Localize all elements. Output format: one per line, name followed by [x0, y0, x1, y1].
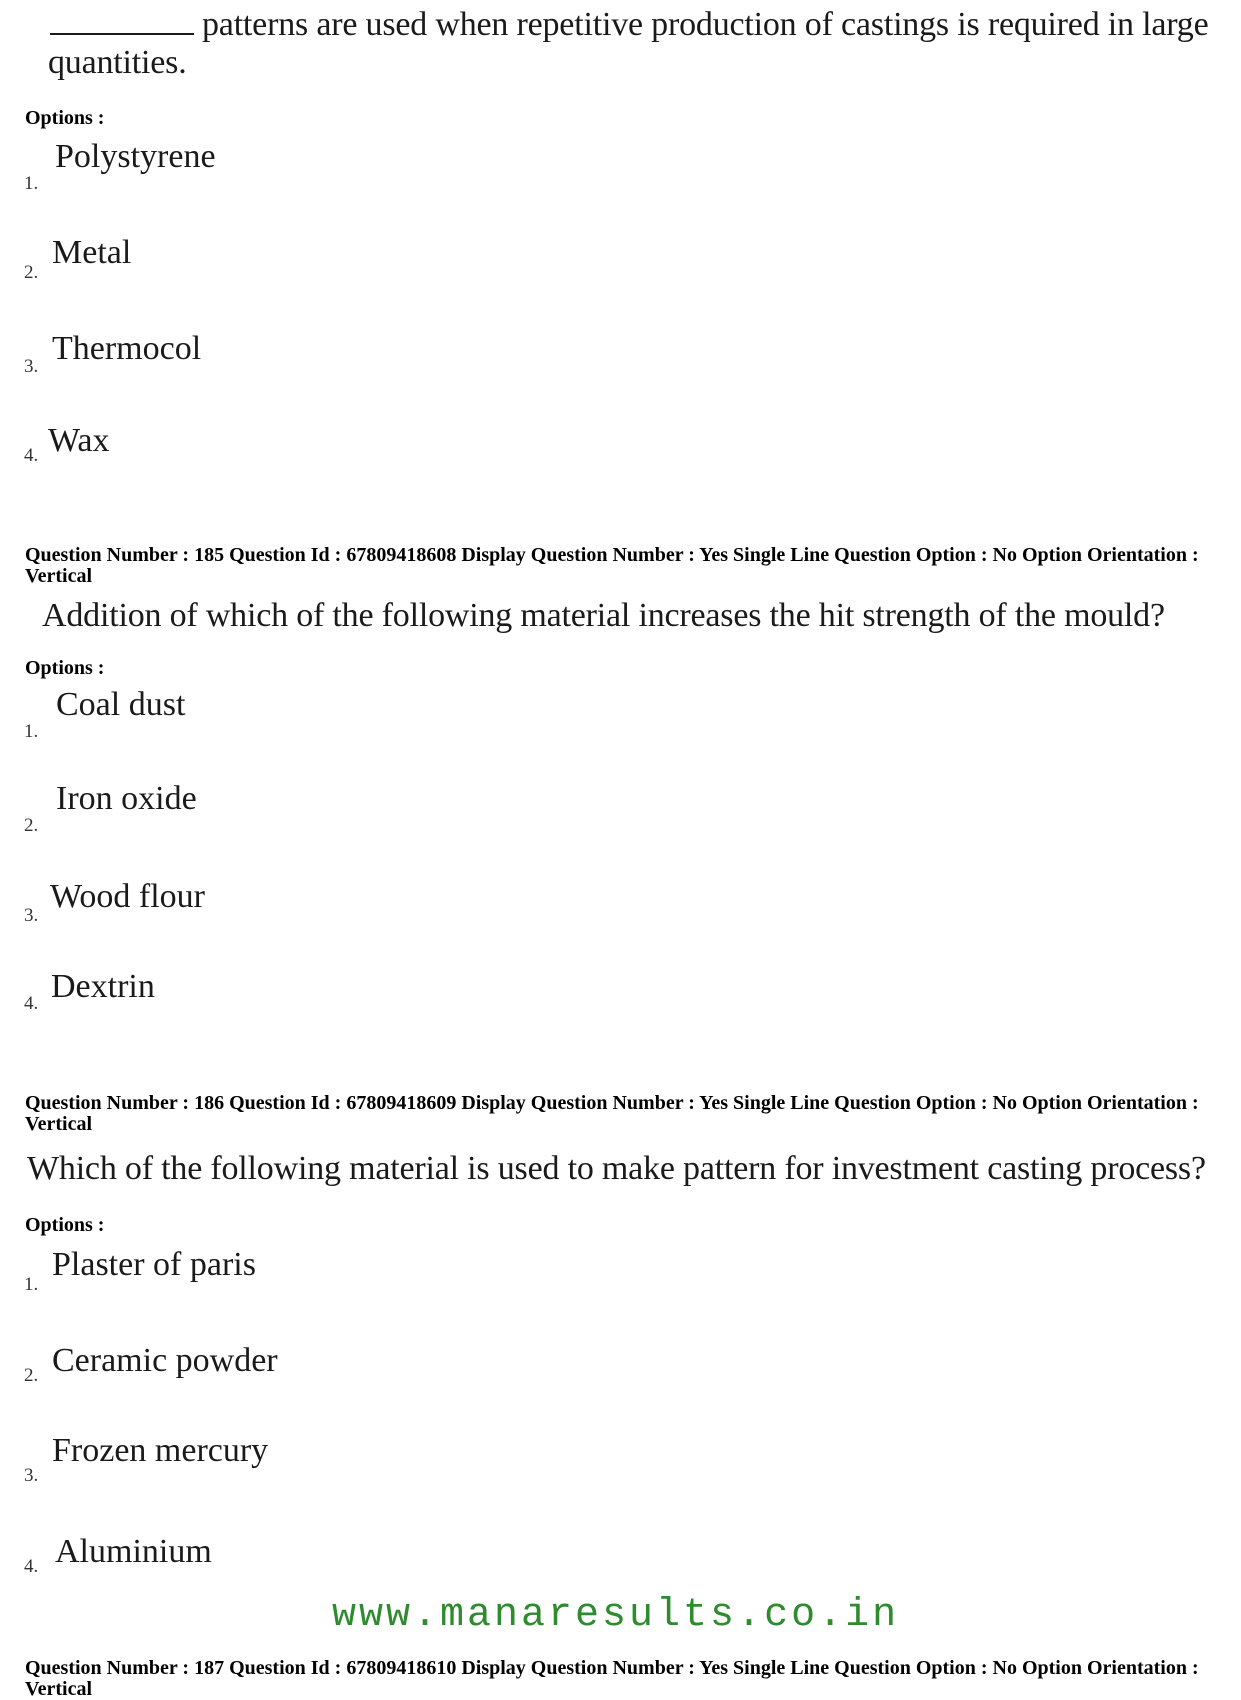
- question-187-meta: Question Number : 187 Question Id : 67809418610 Display Question Number : Yes Single Line Question Option : No Option Orientation : Vertical: [25, 1657, 1199, 1700]
- question-185-option-4-number: 4.: [24, 993, 39, 1014]
- question-186-option-2-number: 2.: [24, 1365, 39, 1386]
- fill-in-blank: [50, 9, 194, 35]
- question-185-option-2-number: 2.: [24, 815, 39, 836]
- question-185-option-1-number: 1.: [24, 721, 39, 742]
- question-184-text-line1: [50, 6, 1208, 44]
- question-186-option-4: Aluminium: [55, 1533, 212, 1570]
- question-186-options-label: Options :: [25, 1214, 105, 1236]
- question-184-option-1: Polystyrene: [55, 138, 216, 175]
- question-185-meta: Question Number : 185 Question Id : 67809418608 Display Question Number : Yes Single Line Question Option : No Option Orientation : Vertical: [25, 544, 1199, 587]
- question-186-option-1: Plaster of paris: [52, 1246, 256, 1283]
- question-185-option-2: Iron oxide: [56, 780, 197, 817]
- question-184-option-2-number: 2.: [24, 262, 39, 283]
- question-186-text: Which of the following material is used to make pattern for investment casting process?: [27, 1150, 1206, 1187]
- question-184-option-4-number: 4.: [24, 445, 39, 466]
- question-186-option-3: Frozen mercury: [52, 1432, 269, 1469]
- website-watermark: www.manaresults.co.in: [332, 1593, 900, 1638]
- question-184-text-line1-content: patterns are used when repetitive production of castings is required in large: [202, 6, 1209, 43]
- question-184-option-1-number: 1.: [24, 173, 39, 194]
- question-184-text-line2: quantities.: [48, 44, 187, 81]
- question-185-option-3-number: 3.: [24, 905, 39, 926]
- question-186-option-4-number: 4.: [24, 1556, 39, 1577]
- question-185-option-1: Coal dust: [56, 686, 186, 723]
- question-185-option-3: Wood flour: [50, 878, 205, 915]
- question-186-option-2: Ceramic powder: [52, 1342, 278, 1379]
- question-185-option-4: Dextrin: [51, 968, 155, 1005]
- question-184-option-4: Wax: [48, 422, 110, 459]
- question-186-option-1-number: 1.: [24, 1274, 39, 1295]
- question-184-option-3: Thermocol: [52, 330, 202, 367]
- question-186-option-3-number: 3.: [24, 1465, 39, 1486]
- question-184-option-3-number: 3.: [24, 356, 39, 377]
- question-185-options-label: Options :: [25, 657, 105, 679]
- question-184-options-label: Options :: [25, 107, 105, 129]
- question-184-option-2: Metal: [52, 234, 132, 271]
- question-185-text: Addition of which of the following material increases the hit strength of the mould?: [42, 597, 1165, 634]
- question-186-meta: Question Number : 186 Question Id : 67809418609 Display Question Number : Yes Single Line Question Option : No Option Orientation : Vertical: [25, 1092, 1199, 1135]
